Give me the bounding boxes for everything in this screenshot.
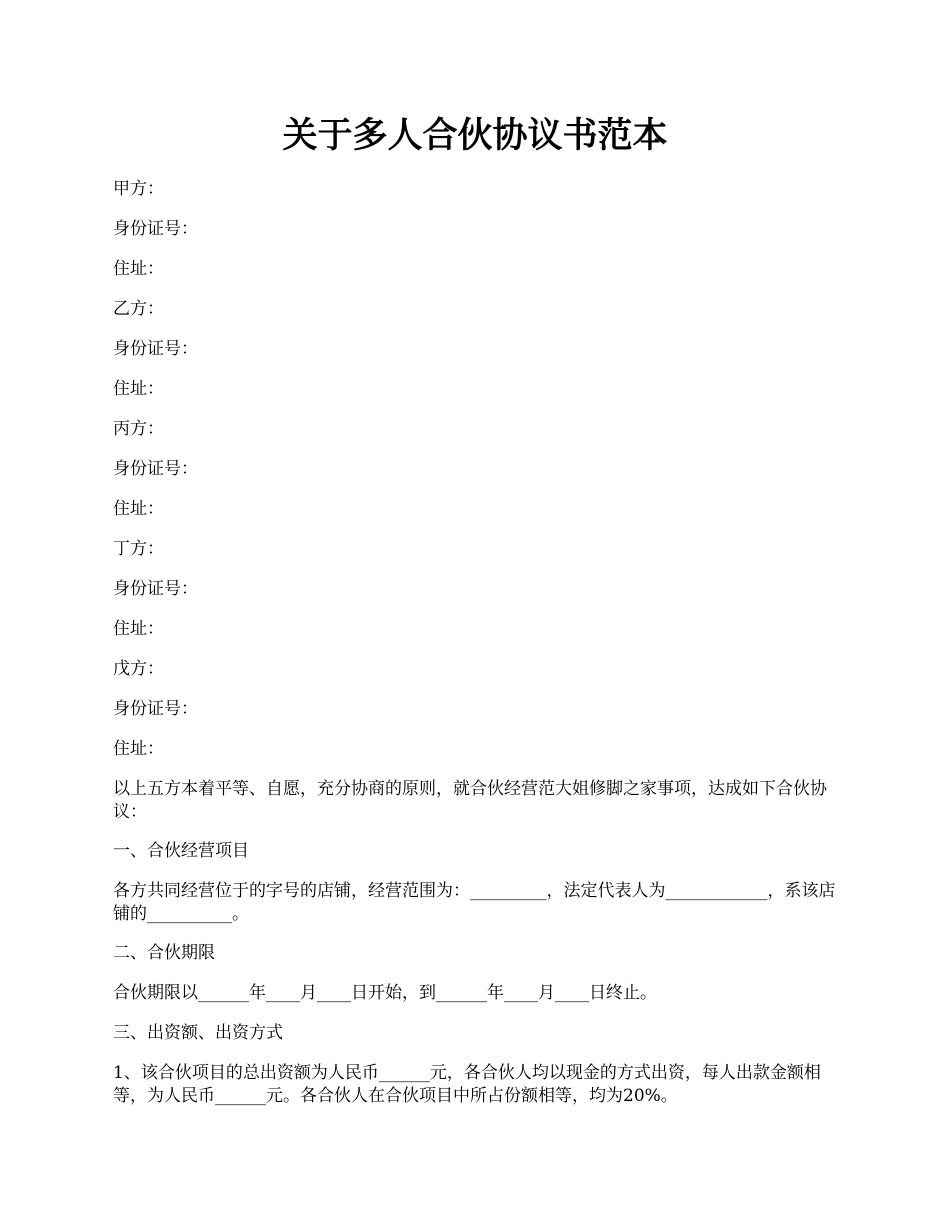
document-body <box>113 178 841 1125</box>
party-a-label: 甲方： <box>113 179 164 199</box>
preamble-paragraph: 以上五方本着平等、自愿，充分协商的原则，就合伙经营范大姐修脚之家事项，达成如下合伙协议： <box>113 779 827 822</box>
party-b-id-number: 身份证号： <box>113 339 198 359</box>
party-e-address: 住址： <box>113 739 164 759</box>
party-b-label: 乙方： <box>113 299 164 319</box>
document-title: 关于多人合伙协议书范本 <box>282 115 668 156</box>
party-d-label: 丁方： <box>113 539 164 559</box>
party-e-label: 戊方： <box>113 659 164 679</box>
business-project-paragraph: 各方共同经营位于的字号的店铺，经营范围为：_________，法定代表人为____________，系该店铺的__________。 <box>113 881 836 924</box>
section-heading-capital: 三、出资额、出资方式 <box>113 1023 283 1043</box>
term-paragraph: 合伙期限以______年____月____日开始，到______年____月____日终止。 <box>113 983 657 1003</box>
party-d-id-number: 身份证号： <box>113 579 198 599</box>
party-b-address: 住址： <box>113 379 164 399</box>
capital-paragraph: 1、该合伙项目的总出资额为人民币______元，各合伙人均以现金的方式出资，每人出款金额相等，为人民币______元。各合伙人在合伙项目中所占份额相等，均为20%。 <box>113 1063 821 1106</box>
party-c-label: 丙方： <box>113 419 164 439</box>
party-a-address: 住址： <box>113 259 164 279</box>
section-heading-business-project: 一、合伙经营项目 <box>113 841 249 861</box>
party-e-id-number: 身份证号： <box>113 699 198 719</box>
party-d-address: 住址： <box>113 619 164 639</box>
section-heading-term: 二、合伙期限 <box>113 943 215 963</box>
party-c-id-number: 身份证号： <box>113 459 198 479</box>
party-c-address: 住址： <box>113 499 164 519</box>
party-a-id-number: 身份证号： <box>113 219 198 239</box>
